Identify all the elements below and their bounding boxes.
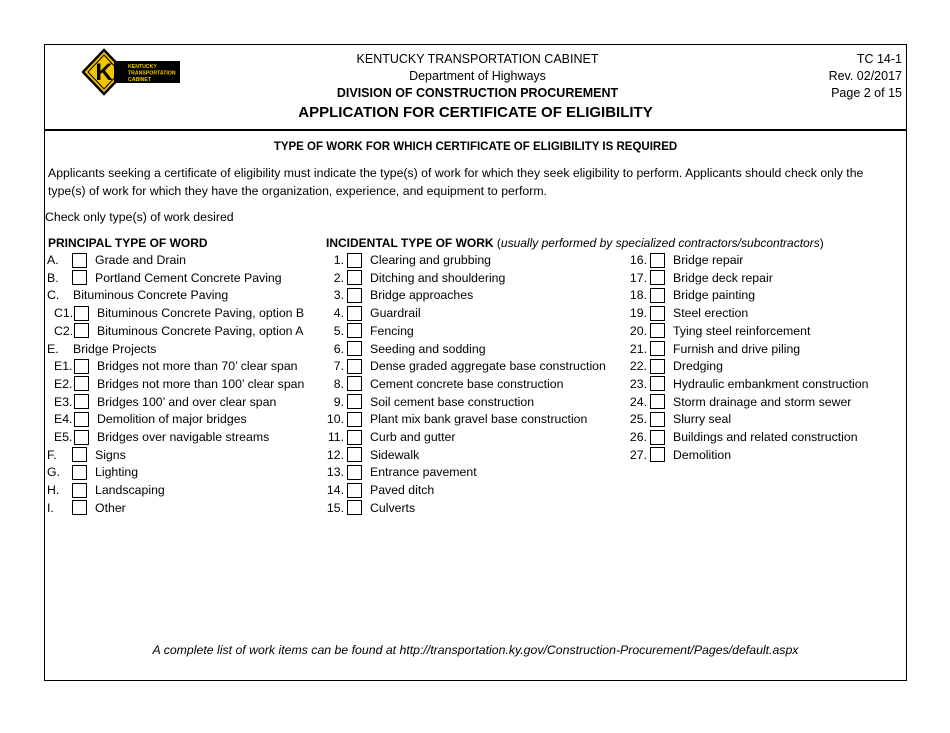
incidental-heading-paren-open: ( [493, 236, 501, 250]
page-number: Page 2 of 15 [831, 86, 902, 100]
work-item-code: 5. [333, 323, 344, 338]
incidental-heading [326, 236, 824, 250]
form-number: TC 14-1 [856, 52, 902, 66]
work-item-code: 6. [333, 341, 344, 356]
work-item-code: C. [47, 288, 60, 303]
work-item-code: E3. [54, 394, 73, 409]
work-item-15 [321, 499, 415, 517]
work-item-c [47, 286, 228, 304]
work-item-label: Bituminous Concrete Paving [73, 288, 229, 303]
work-item-label: Plant mix bank gravel base construction [370, 412, 588, 427]
work-item-checkbox[interactable] [650, 341, 665, 356]
work-item-label: Other [95, 500, 126, 515]
work-item-checkbox[interactable] [74, 306, 89, 321]
work-item-checkbox[interactable] [347, 270, 362, 285]
work-item-label: Bridges 100’ and over clear span [97, 394, 277, 409]
work-item-label: Dense graded aggregate base construction [370, 359, 606, 374]
work-item-b [47, 269, 282, 287]
work-item-c1 [54, 304, 304, 322]
work-item-e5 [54, 428, 269, 446]
incidental-heading-paren-close: ) [819, 236, 824, 250]
work-item-code: 8. [333, 376, 344, 391]
work-item-label: Demolition of major bridges [97, 412, 247, 427]
work-item-checkbox[interactable] [74, 430, 89, 445]
work-item-label: Portland Cement Concrete Paving [95, 270, 282, 285]
work-item-26 [622, 428, 858, 446]
work-item-3 [321, 286, 473, 304]
work-item-code: H. [47, 483, 60, 498]
work-item-code: 15. [326, 500, 344, 515]
work-item-checkbox[interactable] [347, 253, 362, 268]
work-item-code: 3. [333, 288, 344, 303]
work-item-label: Fencing [370, 323, 414, 338]
work-item-label: Bridge repair [673, 253, 744, 267]
work-item-code: 18. [629, 288, 647, 303]
work-item-checkbox[interactable] [347, 412, 362, 427]
work-item-21 [622, 340, 800, 358]
work-item-label: Furnish and drive piling [673, 341, 801, 356]
work-item-checkbox[interactable] [650, 376, 665, 391]
work-item-25 [622, 410, 731, 428]
work-item-code: 20. [629, 323, 647, 338]
agency-name: KENTUCKY TRANSPORTATION CABINET [356, 52, 599, 66]
work-item-19 [622, 304, 748, 322]
work-item-label: Bituminous Concrete Paving, option A [97, 323, 304, 338]
work-item-13 [321, 463, 477, 481]
work-item-checkbox[interactable] [74, 323, 89, 338]
work-item-label: Curb and gutter [370, 430, 456, 444]
work-item-c2 [54, 322, 303, 340]
work-item-code: 11. [327, 430, 344, 444]
work-item-code: C2. [54, 323, 74, 338]
work-item-code: 14. [326, 483, 344, 498]
work-item-checkbox[interactable] [650, 430, 665, 445]
work-item-checkbox[interactable] [347, 341, 362, 356]
work-item-code: 16. [629, 253, 647, 267]
work-item-checkbox[interactable] [650, 412, 665, 427]
work-item-checkbox[interactable] [650, 288, 665, 303]
work-item-18 [622, 286, 755, 304]
work-item-label: Landscaping [95, 483, 165, 498]
form-revision: Rev. 02/2017 [828, 69, 902, 83]
work-item-code: 19. [629, 306, 647, 321]
work-item-checkbox[interactable] [347, 376, 362, 391]
logo-line-3: CABINET [128, 77, 152, 83]
work-item-code: 10. [326, 412, 344, 427]
check-instruction: Check only type(s) of work desired [45, 210, 234, 224]
incidental-heading-bold: INCIDENTAL TYPE OF WORK [326, 236, 494, 250]
work-item-code: 23. [629, 376, 647, 391]
work-item-7 [321, 357, 606, 375]
work-item-e4 [54, 410, 247, 428]
work-item-g [47, 463, 138, 481]
work-item-code: 12. [326, 447, 344, 462]
work-item-label: Bridges over navigable streams [97, 430, 270, 444]
work-item-code: E4. [54, 412, 73, 427]
work-item-label: Dredging [673, 359, 723, 374]
work-item-checkbox[interactable] [347, 483, 362, 498]
work-item-code: 27. [629, 447, 647, 462]
work-item-code: E2. [54, 376, 73, 391]
work-item-checkbox[interactable] [347, 430, 362, 445]
work-item-label: Bridge deck repair [673, 270, 773, 285]
work-item-code: 17. [629, 270, 647, 285]
work-item-23 [622, 375, 868, 393]
work-item-code: 9. [333, 394, 344, 409]
work-item-20 [622, 322, 810, 340]
work-item-10 [321, 410, 587, 428]
work-item-label: Storm drainage and storm sewer [673, 394, 852, 409]
work-item-label: Bridge painting [673, 288, 756, 303]
logo-k-letter: K [95, 59, 113, 86]
work-item-5 [321, 322, 414, 340]
work-item-h [47, 481, 165, 499]
work-item-4 [321, 304, 421, 322]
work-item-17 [622, 269, 773, 287]
work-item-code: 21. [629, 341, 647, 356]
work-item-label: Bridges not more than 70’ clear span [97, 359, 298, 374]
division-name: DIVISION OF CONSTRUCTION PROCUREMENT [336, 86, 619, 100]
work-item-2 [321, 269, 505, 287]
work-item-f [47, 446, 126, 464]
work-item-label: Steel erection [673, 306, 749, 321]
footer-note: A complete list of work items can be found at http://transportation.ky.gov/Construction-Procurement/Pages/default.aspx [152, 643, 799, 657]
work-item-code: 22. [629, 359, 647, 374]
work-item-checkbox[interactable] [650, 447, 665, 462]
work-item-label: Signs [95, 447, 126, 462]
work-item-label: Cement concrete base construction [370, 376, 564, 391]
work-item-14 [321, 481, 434, 499]
work-item-code: 24. [629, 394, 647, 409]
work-item-label: Clearing and grubbing [370, 253, 492, 267]
work-item-code: 26. [629, 430, 647, 444]
work-item-label: Hydraulic embankment construction [673, 376, 869, 391]
work-item-checkbox[interactable] [74, 376, 89, 391]
work-item-8 [321, 375, 563, 393]
work-item-checkbox[interactable] [74, 394, 89, 409]
work-item-e [47, 340, 156, 358]
logo-line-1: KENTUCKY [128, 64, 157, 70]
work-item-label: Ditching and shouldering [370, 270, 506, 285]
work-item-code: 25. [629, 412, 647, 427]
work-item-24 [622, 393, 851, 411]
logo-line-2: TRANSPORTATION [128, 70, 176, 77]
work-item-label: Tying steel reinforcement [673, 323, 811, 338]
work-item-checkbox[interactable] [650, 323, 665, 338]
work-item-code: 7. [333, 359, 344, 374]
work-item-label: Bridges not more than 100’ clear span [97, 376, 305, 391]
work-item-label: Bridge approaches [370, 288, 474, 303]
work-item-checkbox[interactable] [347, 288, 362, 303]
work-item-checkbox[interactable] [72, 483, 87, 498]
work-item-checkbox[interactable] [650, 306, 665, 321]
work-item-checkbox[interactable] [347, 394, 362, 409]
work-item-label: Demolition [673, 447, 732, 462]
work-item-12 [321, 446, 419, 464]
work-item-label: Soil cement base construction [370, 394, 535, 409]
work-item-label: Sidewalk [370, 447, 420, 462]
work-item-label: Guardrail [370, 306, 421, 321]
title-divider [45, 129, 906, 131]
work-item-16 [622, 251, 743, 269]
work-item-label: Slurry seal [673, 412, 732, 427]
work-item-label: Buildings and related construction [673, 430, 858, 444]
work-item-code: G. [47, 465, 60, 480]
intro-paragraph: Applicants seeking a certificate of eligibility must indicate the type(s) of work for which they seek eligibility to perform. Applicants should check only the type(s) of work for which they have the organization, experience, and equipment to perform. [48, 166, 864, 198]
document-title: APPLICATION FOR CERTIFICATE OF ELIGIBILITY [298, 104, 653, 121]
work-item-22 [622, 357, 723, 375]
work-item-checkbox[interactable] [650, 270, 665, 285]
work-item-checkbox[interactable] [650, 359, 665, 374]
work-item-label: Seeding and sodding [370, 341, 486, 356]
work-item-checkbox[interactable] [650, 253, 665, 268]
work-item-checkbox[interactable] [347, 500, 362, 515]
work-item-checkbox[interactable] [72, 253, 87, 268]
work-item-checkbox[interactable] [347, 465, 362, 480]
work-item-i [47, 499, 126, 517]
work-item-checkbox[interactable] [650, 394, 665, 409]
work-item-1 [321, 251, 491, 269]
work-item-checkbox[interactable] [72, 447, 87, 462]
work-item-27 [622, 446, 731, 464]
work-item-checkbox[interactable] [347, 323, 362, 338]
work-item-e2 [54, 375, 304, 393]
work-item-checkbox[interactable] [72, 500, 87, 515]
work-item-e3 [54, 393, 276, 411]
work-item-code: E5. [54, 430, 73, 444]
work-item-label: Entrance pavement [370, 465, 477, 480]
work-item-code: 13. [326, 465, 344, 480]
work-item-code: 4. [333, 306, 344, 321]
work-item-checkbox[interactable] [72, 270, 87, 285]
section-title: TYPE OF WORK FOR WHICH CERTIFICATE OF ELIGIBILITY IS REQUIRED [273, 141, 678, 153]
work-item-code: E1. [54, 359, 73, 374]
work-item-label: Paved ditch [370, 483, 435, 498]
principal-heading [48, 236, 208, 250]
work-item-code: 1. [333, 253, 344, 267]
work-item-code: C1. [54, 306, 74, 321]
work-item-code: F. [47, 447, 57, 462]
work-item-e1 [54, 357, 298, 375]
work-item-code: E. [47, 341, 59, 356]
work-item-label: Culverts [370, 500, 416, 515]
work-item-checkbox[interactable] [74, 359, 89, 374]
principal-heading-text: PRINCIPAL TYPE OF WORD [48, 236, 208, 250]
incidental-heading-italic: usually performed by specialized contractors/subcontractors [500, 236, 820, 250]
work-item-checkbox[interactable] [347, 447, 362, 462]
work-item-label: Bridge Projects [73, 341, 157, 356]
work-item-label: Bituminous Concrete Paving, option B [97, 306, 305, 321]
work-item-code: 2. [333, 270, 344, 285]
work-item-code: A. [47, 253, 59, 267]
work-item-6 [321, 340, 486, 358]
department-name: Department of Highways [409, 69, 546, 83]
work-item-9 [321, 393, 534, 411]
work-item-code: B. [47, 270, 59, 285]
work-item-checkbox[interactable] [347, 359, 362, 374]
work-item-label: Lighting [95, 465, 139, 480]
work-item-checkbox[interactable] [72, 465, 87, 480]
work-item-a [47, 251, 186, 269]
work-item-code: I. [47, 500, 54, 515]
work-item-11 [321, 428, 455, 446]
work-item-checkbox[interactable] [74, 412, 89, 427]
work-item-label: Grade and Drain [95, 253, 186, 267]
work-item-checkbox[interactable] [347, 306, 362, 321]
